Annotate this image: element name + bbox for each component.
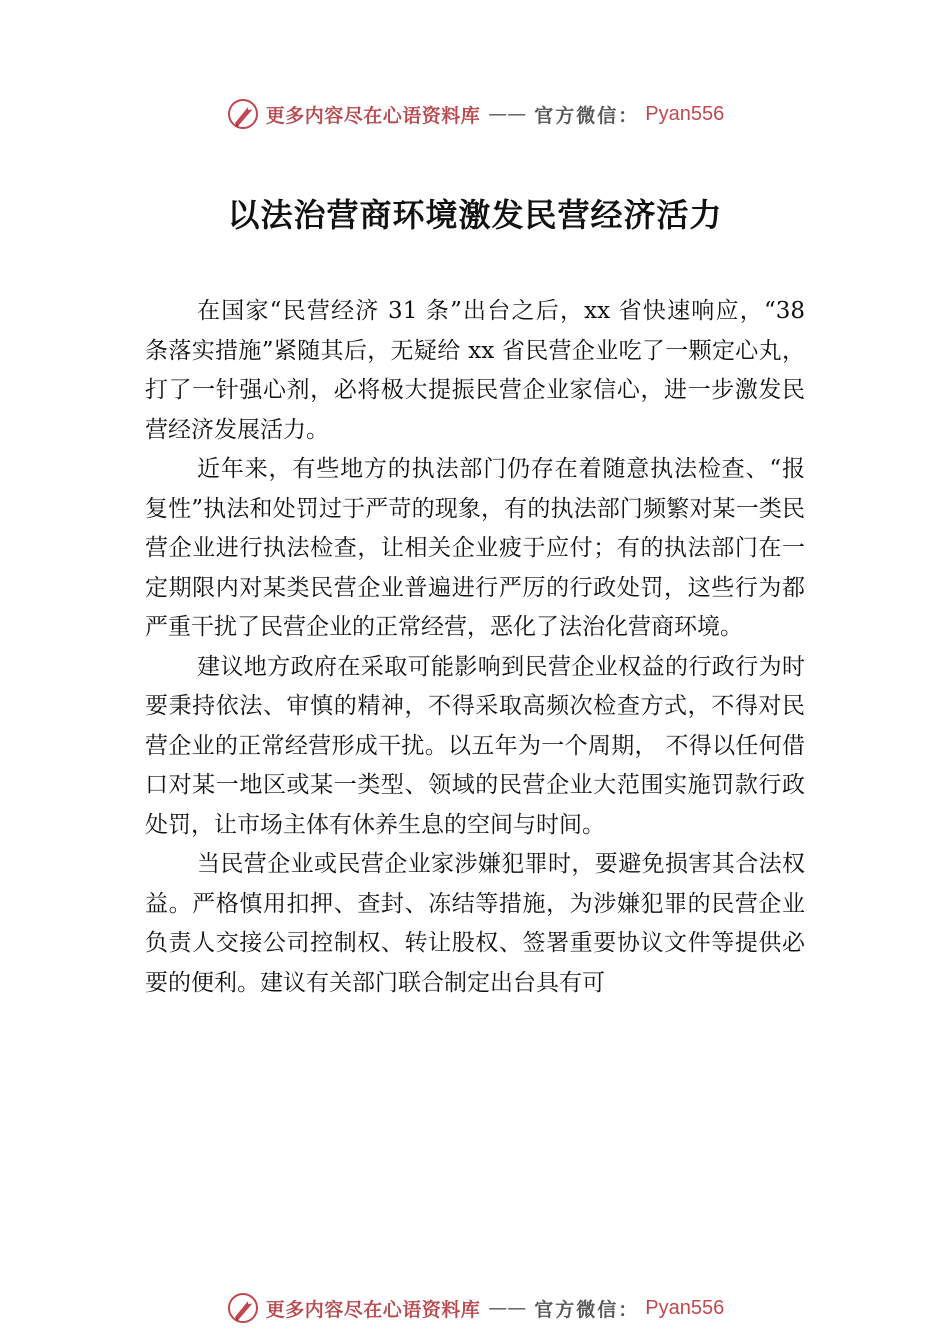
banner-wechat-id: Pyan556 <box>645 1296 725 1319</box>
footer-banner <box>0 1288 950 1328</box>
banner-brand-text: 更多内容尽在心语资料库 <box>265 104 481 127</box>
banner-wechat-label: 官方微信： <box>534 1298 640 1321</box>
paragraph: 近年来，有些地方的执法部门仍存在着随意执法检查、“报复性”执法和处罚过于严苛的现象，有的执法部门频繁对某一类民营企业进行执法检查，让相关企业疲于应付；有的执法部门在一定期限内对某类民营企业普遍进行严厉的行政处罚，这些行为都严重干扰了民营企业的正常经营，恶化了法治化营商环境。 <box>145 456 805 640</box>
paragraph: 在国家“民营经济 31 条”出台之后，xx 省快速响应，“38 条落实措施”紧随其后，无疑给 xx 省民营企业吃了一颗定心丸，打了一针强心剂，必将极大提振民营企业家信心，进一步激发民营经济发展活力。 <box>145 298 805 443</box>
pen-nib-logo-icon <box>226 97 260 131</box>
header-banner <box>0 94 950 134</box>
banner-dash: —— <box>488 1297 527 1319</box>
banner-dash: —— <box>488 103 527 125</box>
pen-nib-logo-icon <box>226 1291 260 1325</box>
paragraph: 当民营企业或民营企业家涉嫌犯罪时，要避免损害其合法权益。严格慎用扣押、查封、冻结等措施，为涉嫌犯罪的民营企业负责人交接公司控制权、转让股权、签署重要协议文件等提供必要的便利。建议有关部门联合制定出台具有可 <box>145 851 805 996</box>
document-title: 以法治营商环境激发民营经济活力 <box>227 196 723 234</box>
banner-wechat-label: 官方微信： <box>534 104 640 127</box>
banner-brand-text: 更多内容尽在心语资料库 <box>265 1298 481 1321</box>
document-body <box>145 292 805 1003</box>
banner-wechat-id: Pyan556 <box>645 102 725 125</box>
paragraph: 建议地方政府在采取可能影响到民营企业权益的行政行为时要秉持依法、审慎的精神，不得采取高频次检查方式，不得对民营企业的正常经营形成干扰。以五年为一个周期， 不得以任何借口对某一地区或某一类型、领域的民营企业大范围实施罚款行政处罚，让市场主体有休养生息的空间与时间。 <box>145 653 805 838</box>
